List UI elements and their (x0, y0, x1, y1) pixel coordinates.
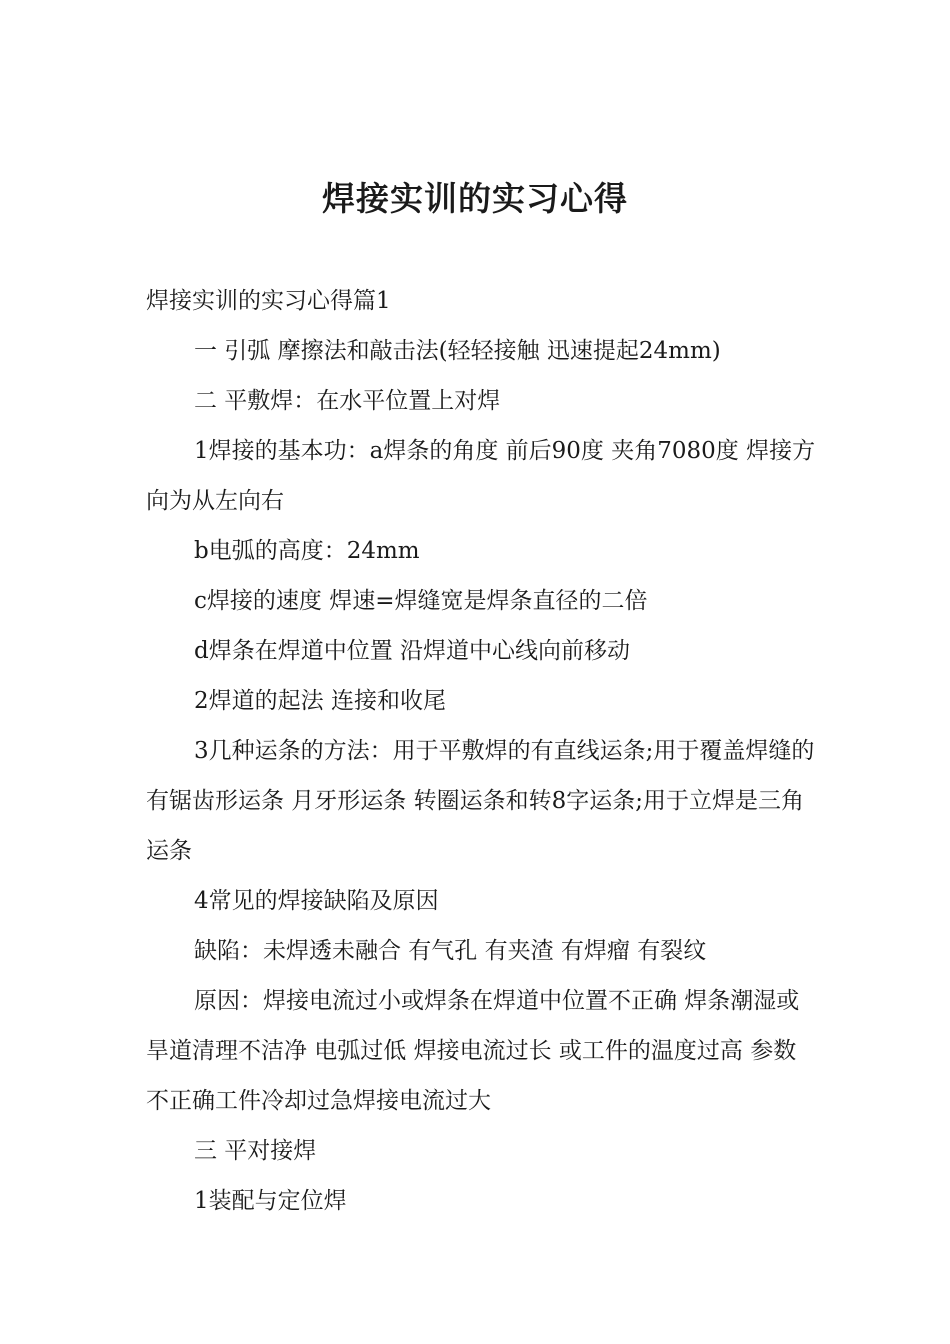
document-body (146, 276, 818, 1226)
paragraph: b电弧的高度：24mm (194, 538, 420, 564)
paragraph: 1装配与定位焊 (194, 1188, 347, 1214)
paragraph: 4常见的焊接缺陷及原因 (194, 888, 439, 914)
paragraph: c焊接的速度 焊速=焊缝宽是焊条直径的二倍 (194, 588, 648, 614)
paragraph: 原因：焊接电流过小或焊条在焊道中位置不正确 焊条潮湿或旱道清理不洁净 电弧过低 焊接电流过长 或工件的温度过高 参数不正确工件冷却过急焊接电流过大 (146, 988, 800, 1114)
paragraph: 2焊道的起法 连接和收尾 (194, 688, 446, 714)
paragraph: d焊条在焊道中位置 沿焊道中心线向前移动 (194, 638, 631, 664)
paragraph: 二 平敷焊：在水平位置上对焊 (194, 388, 501, 414)
section-heading: 焊接实训的实习心得篇1 (146, 288, 391, 314)
paragraph: 三 平对接焊 (194, 1138, 317, 1164)
paragraph: 1焊接的基本功：a焊条的角度 前后90度 夹角7080度 焊接方向为从左向右 (146, 438, 816, 514)
paragraph: 一 引弧 摩擦法和敲击法(轻轻接触 迅速提起24mm) (194, 338, 721, 364)
paragraph: 3几种运条的方法：用于平敷焊的有直线运条;用于覆盖焊缝的有锯齿形运条 月牙形运条 转圈运条和转8字运条;用于立焊是三角运条 (146, 738, 815, 864)
paragraph: 缺陷：未焊透未融合 有气孔 有夹渣 有焊瘤 有裂纹 (194, 938, 707, 964)
document-title: 焊接实训的实习心得 (322, 179, 628, 218)
